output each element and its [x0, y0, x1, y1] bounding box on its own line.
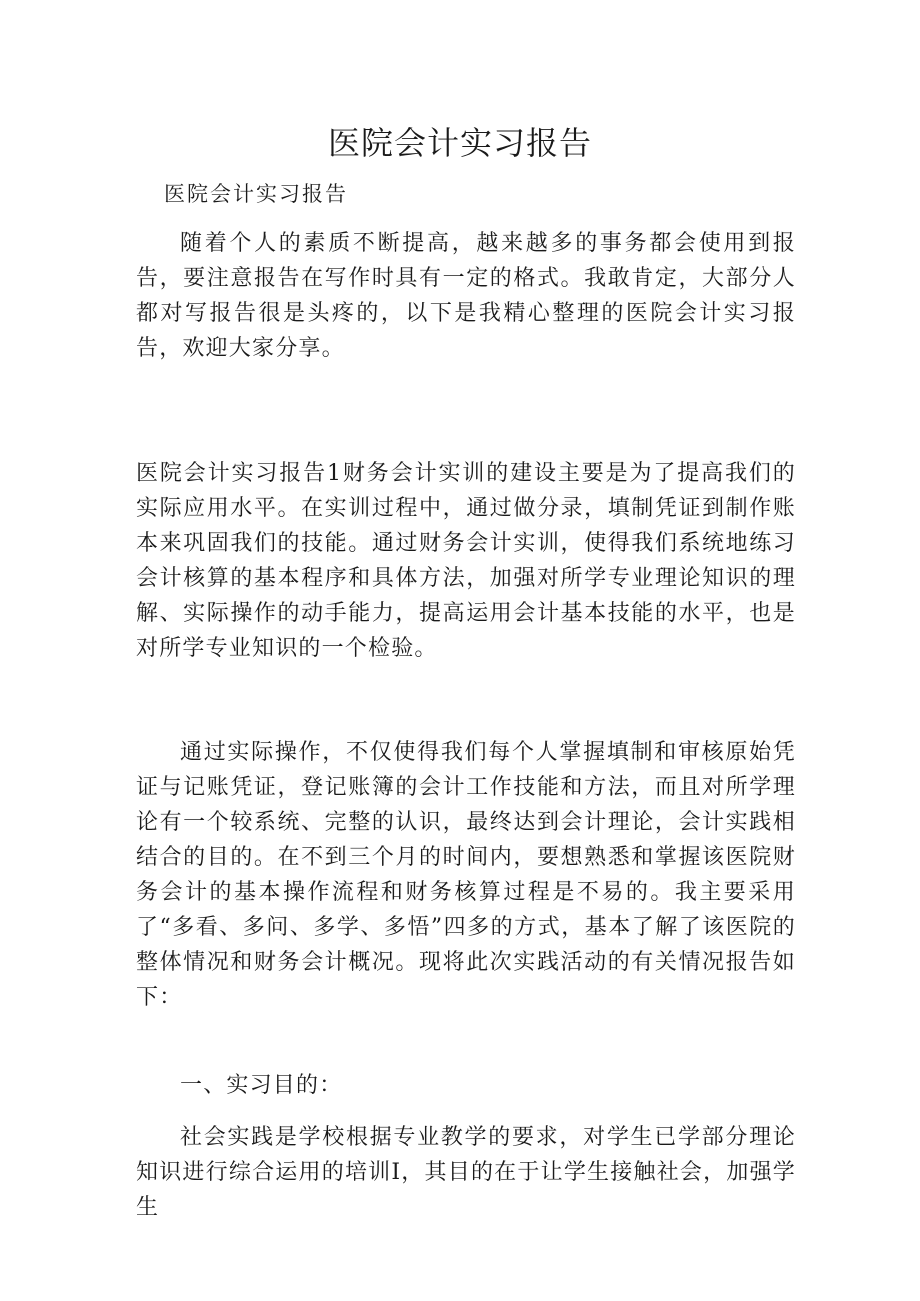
document-subtitle: 医院会计实习报告 — [164, 182, 348, 206]
paragraph-intro: 随着个人的素质不断提高，越来越多的事务都会使用到报告，要注意报告在写作时具有一定的格式。我敢肯定，大部分人都对写报告很是头疼的，以下是我精心整理的医院会计实习报告，欢迎大家分享。 — [136, 231, 796, 361]
document-title: 医院会计实习报告 — [327, 124, 592, 162]
paragraph-practice: 通过实际操作，不仅使得我们每个人掌握填制和审核原始凭证与记账凭证，登记账簿的会计工作技能和方法，而且对所学理论有一个较系统、完整的认识，最终达到会计理论，会计实践相结合的目的。在不到三个月的时间内，要想熟悉和掌握该医院财务会计的基本操作流程和财务核算过程是不易的。我主要采用了“多看、多问、多学、多悟”四多的方式，基本了解了该医院的整体情况和财务会计概况。现将此次实践活动的有关情况报告如下： — [136, 740, 796, 1010]
paragraph-report-1: 医院会计实习报告1财务会计实训的建设主要是为了提高我们的实际应用水平。在实训过程中，通过做分录，填制凭证到制作账本来巩固我们的技能。通过财务会计实训，使得我们系统地练习会计核算的基本程序和具体方法，加强对所学专业理论知识的理解、实际操作的动手能力，提高运用会计基本技能的水平，也是对所学专业知识的一个检验。 — [136, 461, 796, 661]
paragraph-purpose: 社会实践是学校根据专业教学的要求，对学生已学部分理论知识进行综合运用的培训I，其目的在于让学生接触社会，加强学生 — [136, 1125, 796, 1220]
section-heading-purpose: 一、实习目的： — [180, 1073, 343, 1098]
